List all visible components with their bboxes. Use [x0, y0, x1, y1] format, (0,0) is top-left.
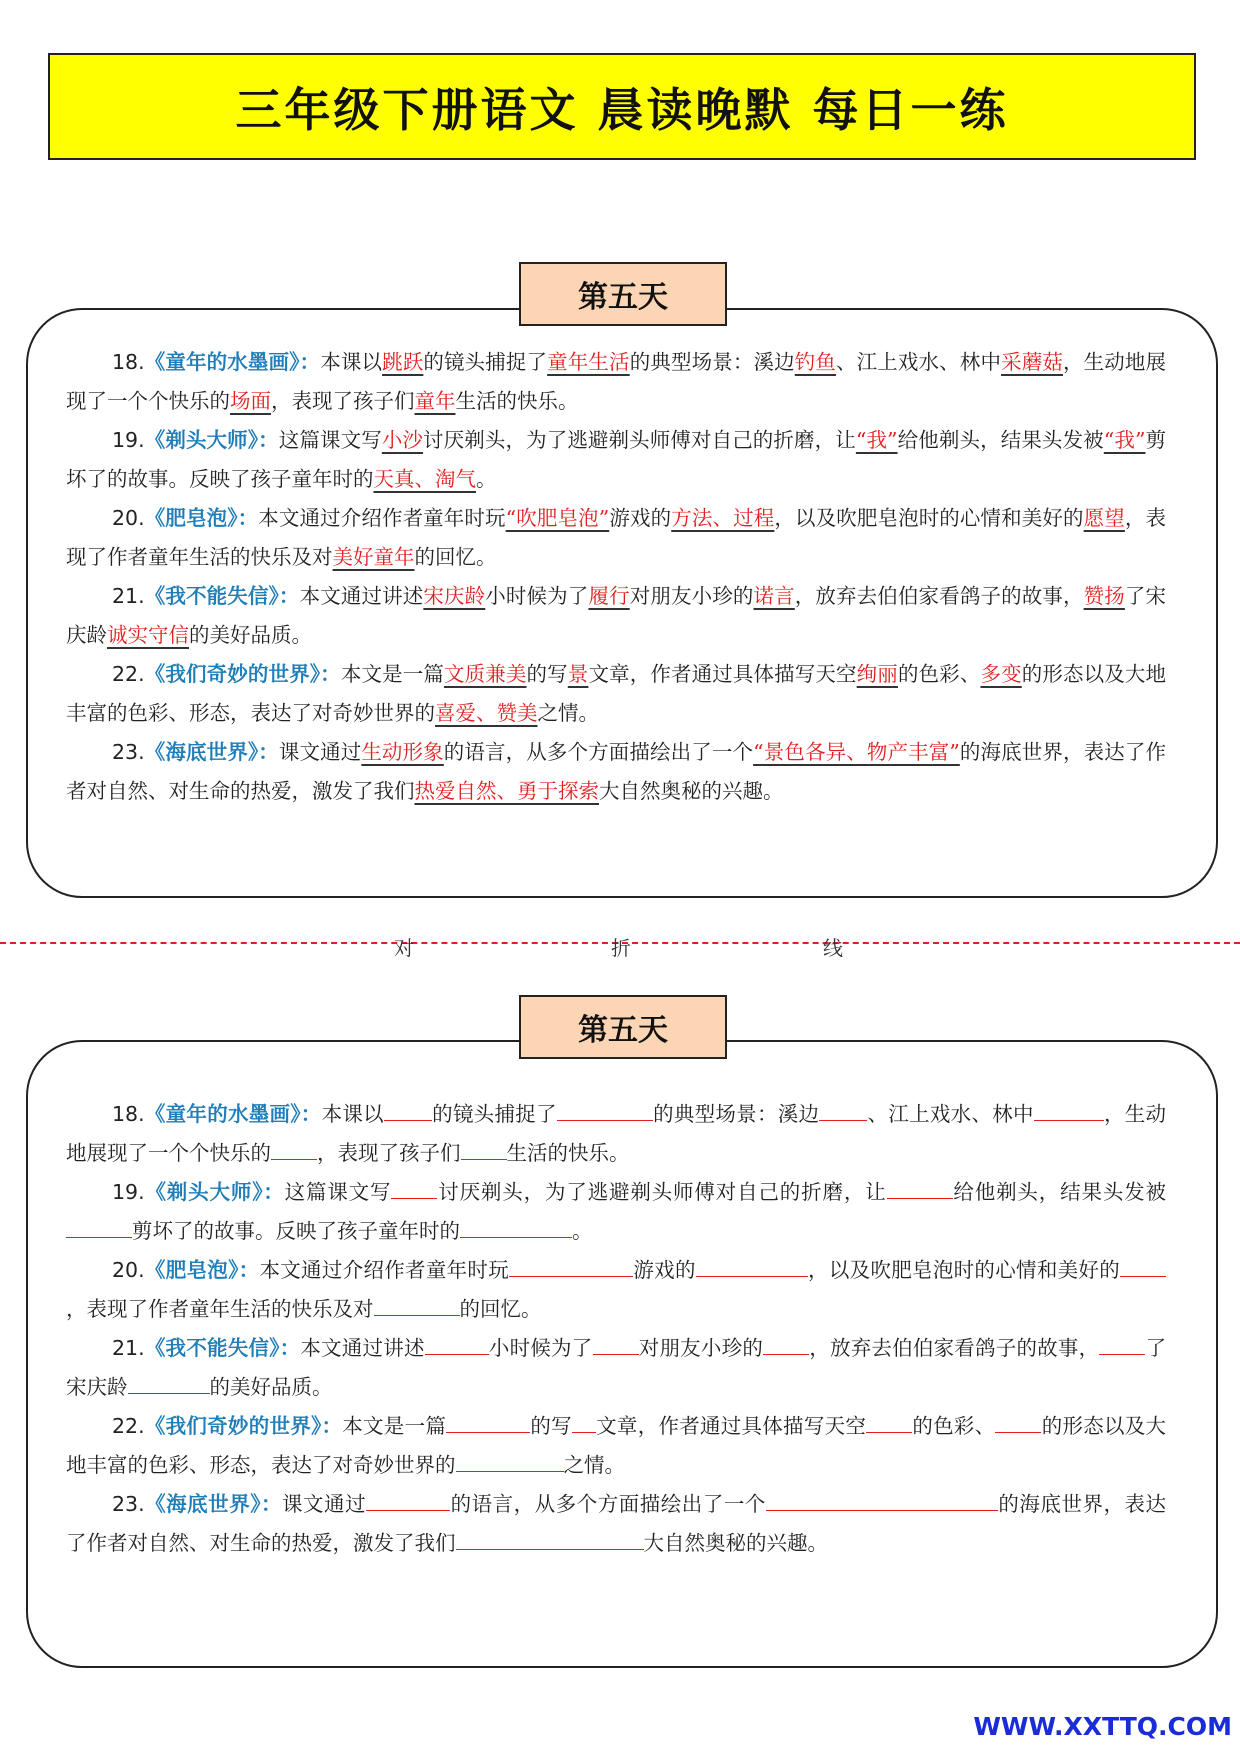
entry-text: 本课以 — [320, 350, 383, 374]
answer-text: 生动形象 — [361, 740, 444, 764]
entry-text: 的典型场景：溪边 — [629, 350, 795, 374]
answer-text: 天真、淘气 — [373, 467, 476, 491]
answer-blank[interactable] — [391, 1176, 437, 1199]
entry-text: 课文通过 — [282, 1492, 367, 1516]
book-title: 《肥皂泡》： — [144, 1258, 260, 1282]
entry-19 — [66, 1173, 1166, 1251]
answer-text: 多变 — [980, 662, 1022, 686]
entry-text: 、江上戏水、林中 — [836, 350, 1002, 374]
entry-text: 的语言，从多个方面描绘出了一个 — [443, 740, 754, 764]
answer-text: 采蘑菇 — [1001, 350, 1063, 374]
entry-text: 的海底世界，表达了作者对自然、对生命的热爱，激发了我们 — [66, 740, 1167, 803]
answer-text: 文质兼美 — [444, 662, 527, 686]
entry-text: 对朋友小珍的 — [638, 1336, 764, 1360]
answer-blank[interactable] — [995, 1410, 1041, 1433]
fold-char-1: 对 — [394, 936, 414, 960]
answer-text: 童年 — [414, 389, 456, 413]
entry-text: ，表现了孩子们 — [271, 389, 415, 413]
entry-text: 了宋庆龄 — [66, 584, 1167, 647]
entry-text: ，生动地展现了一个个快乐的 — [66, 1102, 1167, 1165]
exercise-entries — [66, 1095, 1166, 1563]
answer-blank[interactable] — [1099, 1332, 1145, 1355]
entry-number: 21. — [112, 1336, 145, 1360]
entry-text: 小时候为了 — [488, 1336, 593, 1360]
entry-text: 的美好品质。 — [189, 623, 312, 647]
entry-text: 本文通过讲述 — [299, 584, 424, 608]
answer-blank[interactable] — [819, 1098, 867, 1121]
answer-blank[interactable] — [271, 1137, 317, 1160]
entry-text: 生活的快乐。 — [455, 389, 579, 413]
answer-text: 小沙 — [381, 428, 424, 452]
entry-text: 的形态以及大地丰富的色彩、形态，表达了对奇妙世界的 — [66, 662, 1167, 725]
entry-text: ，以及吹肥皂泡时的心情和美好的 — [774, 506, 1084, 530]
answer-text: 赞扬 — [1083, 584, 1125, 608]
entry-19 — [66, 421, 1166, 499]
fold-char-2: 折 — [611, 936, 631, 960]
answer-text: 喜爱、赞美 — [435, 701, 538, 725]
answer-text: 钓鱼 — [794, 350, 837, 374]
entry-text: ，表现了作者童年生活的快乐及对 — [66, 1297, 374, 1321]
entry-text: 本文是一篇 — [342, 1414, 447, 1438]
book-title: 《童年的水墨画》： — [144, 350, 321, 374]
footer-url[interactable]: WWW.XXTTQ.COM — [973, 1712, 1232, 1741]
entry-23 — [66, 733, 1166, 811]
entry-text: 游戏的 — [609, 506, 672, 530]
entry-number: 18. — [112, 1102, 145, 1126]
answer-blank[interactable] — [1034, 1098, 1104, 1121]
answer-blank[interactable] — [446, 1410, 530, 1433]
answer-blank[interactable] — [461, 1137, 507, 1160]
entry-number: 21. — [112, 584, 145, 608]
entry-text: 的写 — [526, 662, 568, 686]
book-title: 《剃头大师》： — [144, 1180, 285, 1204]
entry-text: 本课以 — [321, 1102, 384, 1126]
answer-blank[interactable] — [696, 1254, 808, 1277]
answer-text: 场面 — [230, 389, 271, 413]
entry-text: 剪坏了的故事。反映了孩子童年时的 — [132, 1219, 460, 1243]
entry-text: 讨厌剃头，为了逃避剃头师傅对自己的折磨，让 — [437, 1180, 887, 1204]
answer-blank[interactable] — [384, 1098, 432, 1121]
entry-text: 本文通过介绍作者童年时玩 — [258, 506, 506, 530]
entry-text: 这篇课文写 — [278, 428, 382, 452]
day-label-exercise: 第五天 — [519, 995, 727, 1059]
entry-text: ，放弃去伯伯家看鸽子的故事， — [794, 584, 1084, 608]
fold-char-3: 线 — [823, 936, 843, 960]
entry-text: 文章，作者通过具体描写天空 — [595, 1414, 867, 1438]
book-title: 《肥皂泡》： — [144, 506, 259, 530]
entry-text: 的写 — [530, 1414, 572, 1438]
entry-text: 的回忆。 — [414, 545, 497, 569]
entry-text: 文章，作者通过具体描写天空 — [588, 662, 857, 686]
entry-text: 的色彩、 — [912, 1414, 996, 1438]
answer-blank[interactable] — [460, 1215, 572, 1238]
entry-text: 的形态以及大地丰富的色彩、形态，表达了对奇妙世界的 — [66, 1414, 1167, 1477]
entry-text: 的色彩、 — [897, 662, 981, 686]
answer-text: “景色各异、物产丰富” — [753, 740, 960, 764]
entry-text: 的美好品质。 — [209, 1375, 333, 1399]
entry-text: 这篇课文写 — [284, 1180, 392, 1204]
entry-text: 剪坏了的故事。反映了孩子童年时的 — [66, 428, 1167, 491]
entry-text: 的海底世界，表达了作者对自然、对生命的热爱，激发了我们 — [66, 1492, 1167, 1555]
entry-text: 大自然奥秘的兴趣。 — [643, 1531, 828, 1555]
answer-text: 热爱自然、勇于探索 — [414, 779, 599, 803]
entry-text: 游戏的 — [633, 1258, 696, 1282]
day-label-answers: 第五天 — [519, 262, 727, 326]
book-title: 《我们奇妙的世界》： — [144, 1414, 343, 1438]
answer-blank[interactable] — [509, 1254, 633, 1277]
answer-blank[interactable] — [887, 1176, 953, 1199]
answer-text: 跳跃 — [382, 350, 424, 374]
book-title: 《海底世界》： — [144, 1492, 283, 1516]
entry-text: 大自然奥秘的兴趣。 — [599, 779, 784, 803]
answer-blank[interactable] — [766, 1488, 998, 1511]
answer-blank[interactable] — [425, 1332, 489, 1355]
answer-text: “吹肥皂泡” — [505, 506, 610, 530]
entry-text: 的镜头捕捉了 — [423, 350, 548, 374]
entry-number: 18. — [112, 350, 145, 374]
book-title: 《童年的水墨画》： — [144, 1102, 322, 1126]
entry-number: 20. — [112, 506, 145, 530]
answer-blank[interactable] — [456, 1449, 564, 1472]
entry-text: 之情。 — [563, 1453, 625, 1477]
entry-number: 19. — [112, 1180, 145, 1204]
entry-text: 的语言，从多个方面描绘出了一个 — [450, 1492, 766, 1516]
entry-23 — [66, 1485, 1166, 1563]
entry-text: 。 — [476, 467, 497, 491]
answer-text: 景 — [567, 662, 589, 686]
entry-text: 之情。 — [537, 701, 599, 725]
book-title: 《我不能失信》： — [144, 1336, 301, 1360]
entry-text: 了宋庆龄 — [66, 1336, 1167, 1399]
entry-text: 的回忆。 — [459, 1297, 542, 1321]
entry-text: 讨厌剃头，为了逃避剃头师傅对自己的折磨，让 — [423, 428, 856, 452]
answer-text: 愿望 — [1083, 506, 1125, 530]
entry-text: ，生动地展现了一个个快乐的 — [66, 350, 1167, 413]
entry-21 — [66, 577, 1166, 655]
entry-text: 对朋友小珍的 — [629, 584, 754, 608]
entry-text: 的典型场景：溪边 — [652, 1102, 820, 1126]
book-title: 《剃头大师》： — [144, 428, 279, 452]
entry-21 — [66, 1329, 1166, 1407]
entry-22 — [66, 655, 1166, 733]
entry-text: 。 — [572, 1219, 593, 1243]
entry-number: 23. — [112, 740, 145, 764]
page-title: 三年级下册语文 晨读晚默 每日一练 — [48, 53, 1196, 160]
answer-blank[interactable] — [128, 1371, 210, 1394]
entry-22 — [66, 1407, 1166, 1485]
entry-text: 课文通过 — [278, 740, 362, 764]
book-title: 《海底世界》： — [144, 740, 279, 764]
entry-text: ，放弃去伯伯家看鸽子的故事， — [809, 1336, 1100, 1360]
entry-number: 22. — [112, 1414, 145, 1438]
answer-blank[interactable] — [572, 1410, 596, 1433]
book-title: 《我不能失信》： — [144, 584, 300, 608]
entry-number: 22. — [112, 662, 145, 686]
entry-text: 小时候为了 — [485, 584, 589, 608]
answer-blank[interactable] — [593, 1332, 639, 1355]
answer-blank[interactable] — [366, 1488, 450, 1511]
answer-text: “我” — [855, 428, 898, 452]
entry-text: ，表现了孩子们 — [317, 1141, 461, 1165]
entry-text: 本文是一篇 — [340, 662, 444, 686]
entry-18 — [66, 1095, 1166, 1173]
answer-blank[interactable] — [66, 1215, 132, 1238]
entry-20 — [66, 1251, 1166, 1329]
entry-20 — [66, 499, 1166, 577]
entry-number: 20. — [112, 1258, 145, 1282]
book-title: 《我们奇妙的世界》： — [144, 662, 341, 686]
answer-text: “我” — [1103, 428, 1146, 452]
answer-text: 方法、过程 — [671, 506, 775, 530]
answer-blank[interactable] — [1120, 1254, 1166, 1277]
answer-text: 诺言 — [753, 584, 795, 608]
entry-text: 、江上戏水、林中 — [867, 1102, 1034, 1126]
answer-blank[interactable] — [763, 1332, 809, 1355]
answer-blank[interactable] — [557, 1098, 653, 1121]
answer-blank[interactable] — [374, 1293, 460, 1316]
entry-18 — [66, 343, 1166, 421]
entry-text: ，以及吹肥皂泡时的心情和美好的 — [807, 1258, 1121, 1282]
answer-text: 履行 — [588, 584, 630, 608]
answer-text: 美好童年 — [332, 545, 415, 569]
answer-text: 宋庆龄 — [423, 584, 486, 608]
answer-blank[interactable] — [866, 1410, 912, 1433]
entry-number: 23. — [112, 1492, 145, 1516]
entry-text: 本文通过讲述 — [300, 1336, 425, 1360]
entry-text: 给他剃头，结果头发被 — [952, 1180, 1167, 1204]
answer-text: 绚丽 — [856, 662, 898, 686]
answer-blank[interactable] — [456, 1527, 644, 1550]
entry-text: 给他剃头，结果头发被 — [897, 428, 1104, 452]
entry-text: ，表现了作者童年生活的快乐及对 — [66, 506, 1167, 569]
entry-text: 生活的快乐。 — [506, 1141, 630, 1165]
answer-text: 童年生活 — [547, 350, 630, 374]
entry-text: 的镜头捕捉了 — [431, 1102, 557, 1126]
answer-text: 诚实守信 — [107, 623, 189, 647]
answer-entries — [66, 343, 1166, 811]
entry-text: 本文通过介绍作者童年时玩 — [259, 1258, 510, 1282]
entry-number: 19. — [112, 428, 145, 452]
